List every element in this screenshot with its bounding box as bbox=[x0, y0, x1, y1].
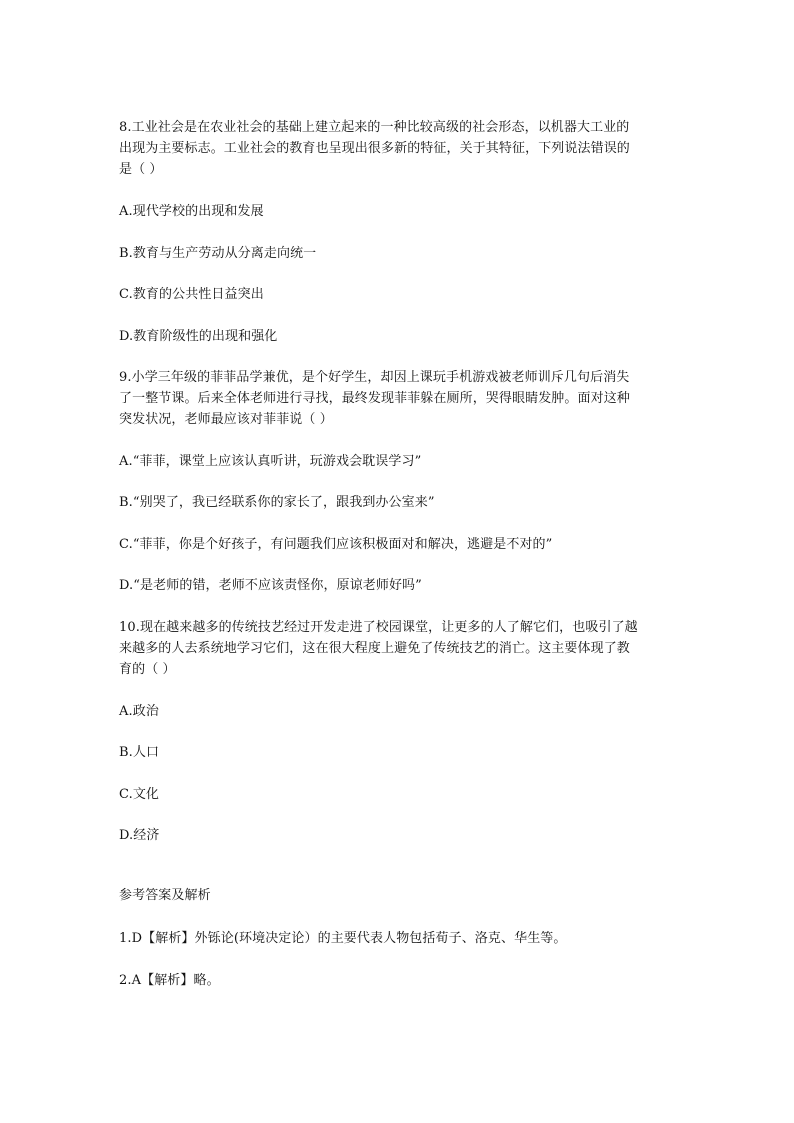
question-8-option-b: B.教育与生产劳动从分离走向统一 bbox=[119, 246, 317, 261]
question-10-stem-line-2: 来越多的人去系统地学习它们，这在很大程度上避免了传统技艺的消亡。这主要体现了教 bbox=[119, 641, 630, 656]
question-10-stem-line-3: 育的（ ） bbox=[119, 662, 176, 677]
question-8-option-c: C.教育的公共性日益突出 bbox=[119, 287, 264, 302]
question-9-stem-line-1: 9.小学三年级的菲菲品学兼优，是个好学生，却因上课玩手机游戏被老师训斥几句后消失 bbox=[119, 370, 630, 385]
question-9-stem-line-2: 了一整节课。后来全体老师进行寻找，最终发现菲菲躲在厕所，哭得眼睛发肿。面对这种 bbox=[119, 391, 630, 406]
question-10-option-d: D.经济 bbox=[119, 828, 160, 843]
question-8-option-a: A.现代学校的出现和发展 bbox=[119, 204, 264, 219]
question-9-option-c: C.“菲菲，你是个好孩子，有问题我们应该积极面对和解决，逃避是不对的” bbox=[119, 537, 553, 552]
question-9-option-a: A.“菲菲，课堂上应该认真听讲，玩游戏会耽误学习” bbox=[119, 454, 422, 469]
question-8-option-d: D.教育阶级性的出现和强化 bbox=[119, 329, 278, 344]
question-10-option-b: B.人口 bbox=[119, 745, 160, 760]
question-8-stem-line-2: 出现为主要标志。工业社会的教育也呈现出很多新的特征，关于其特征，下列说法错误的 bbox=[119, 141, 630, 156]
question-10-option-c: C.文化 bbox=[119, 787, 160, 802]
question-10-option-a: A.政治 bbox=[119, 704, 159, 719]
question-9-stem-line-3: 突发状况，老师最应该对菲菲说（ ） bbox=[119, 412, 333, 427]
question-9-option-d: D.“是老师的错，老师不应该责怪你，原谅老师好吗” bbox=[119, 578, 422, 593]
answer-item-1: 1.D【解析】外铄论(环境决定论）的主要代表人物包括荀子、洛克、华生等。 bbox=[119, 931, 567, 946]
question-8-stem-line-3: 是（ ） bbox=[119, 162, 163, 177]
answers-heading: 参考答案及解析 bbox=[119, 888, 211, 903]
question-8-stem-line-1: 8.工业社会是在农业社会的基础上建立起来的一种比较高级的社会形态，以机器大工业的 bbox=[119, 120, 630, 135]
question-10-stem-line-1: 10.现在越来越多的传统技艺经过开发走进了校园课堂，让更多的人了解它们，也吸引了越 bbox=[119, 620, 638, 635]
answer-item-2: 2.A【解析】略。 bbox=[119, 973, 220, 988]
question-9-option-b: B.“别哭了，我已经联系你的家长了，跟我到办公室来” bbox=[119, 495, 435, 510]
